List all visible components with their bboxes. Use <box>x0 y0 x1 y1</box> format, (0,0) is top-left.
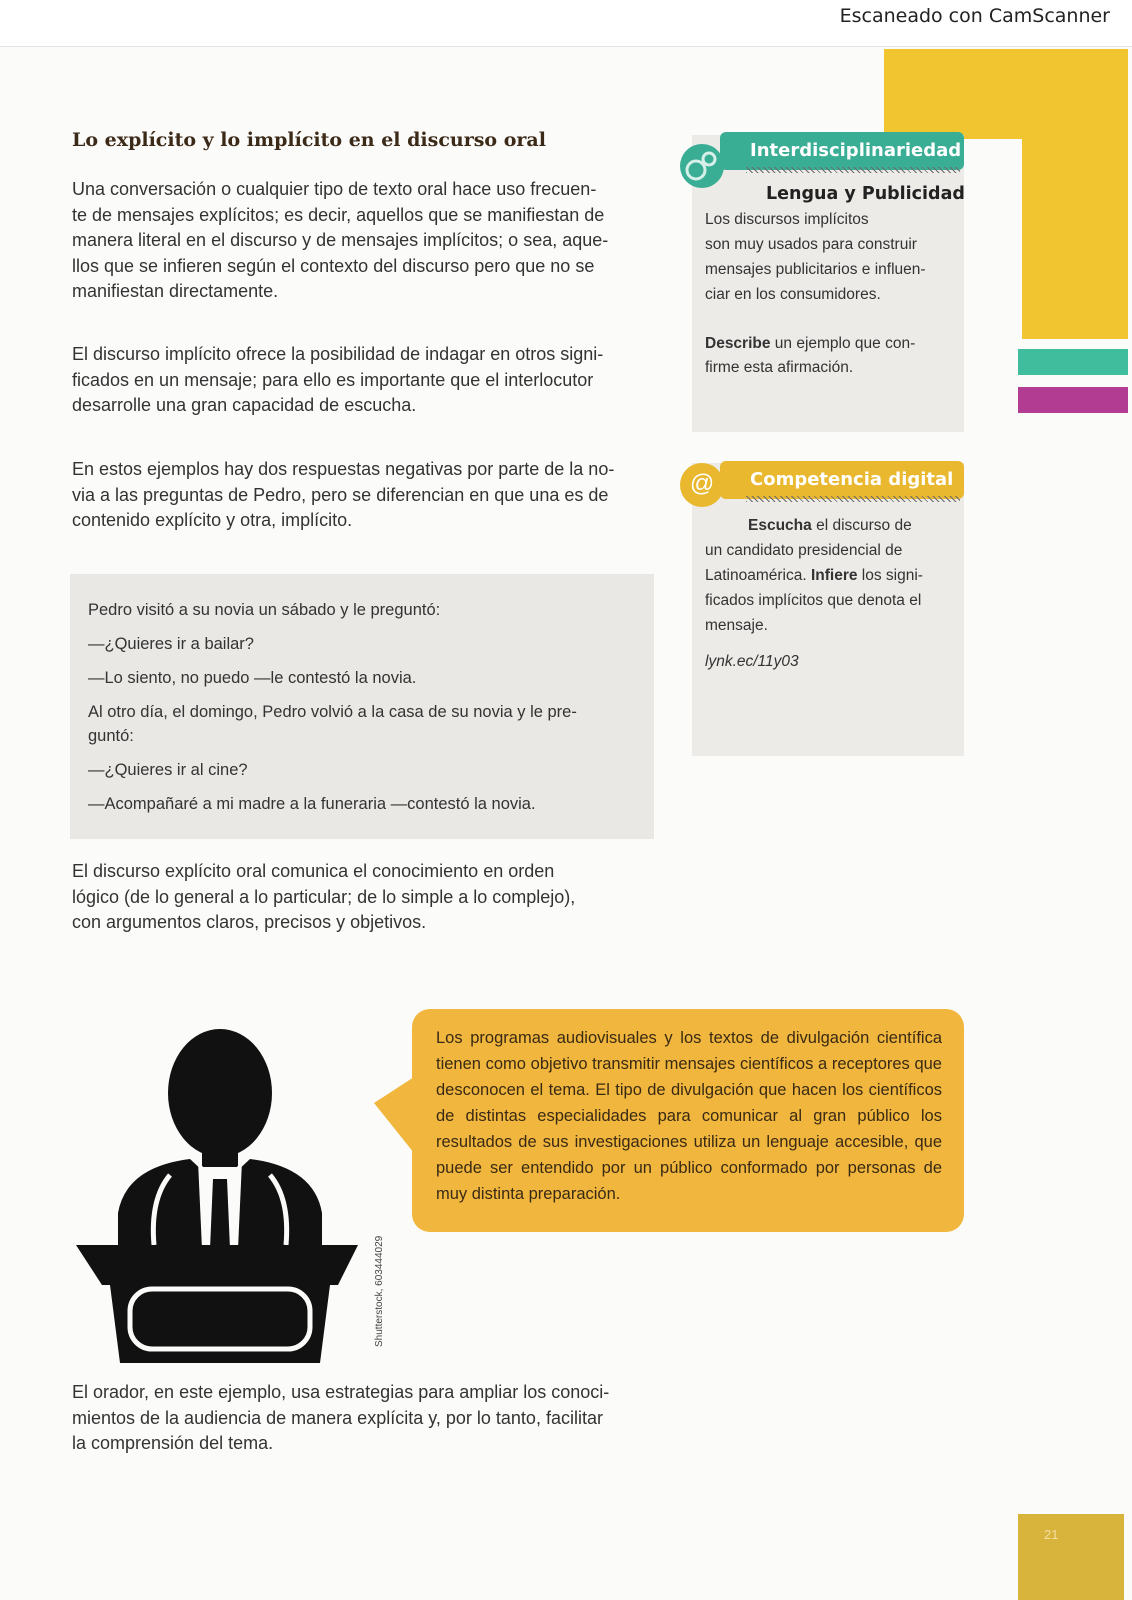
text-line: con argumentos claros, precisos y objetivos. <box>72 912 427 932</box>
dialog-line: —¿Quieres ir a bailar? <box>88 635 254 653</box>
task-verb: Infiere <box>810 567 858 584</box>
interdisciplinary-tab: Interdisciplinariedad <box>720 132 964 170</box>
page-number: 21 <box>1044 1527 1059 1542</box>
task-verb: Describe <box>705 335 771 352</box>
box-line: Los discursos implícitos <box>705 211 869 228</box>
task-text: un ejemplo que con- <box>770 335 916 352</box>
task-text: los signi- <box>857 567 923 584</box>
box-line: ficados implícitos que denota el <box>705 592 922 609</box>
speech-bubble-tail <box>374 1077 414 1153</box>
at-sign-icon: @ <box>680 463 724 507</box>
text-line: El discurso explícito oral comunica el conocimiento en orden <box>72 861 555 881</box>
text-line: El orador, en este ejemplo, usa estrategias para ampliar los conoci- <box>72 1382 610 1402</box>
decor-magenta-stripe <box>1018 387 1128 413</box>
box-title: Lengua y Publicidad <box>766 184 965 204</box>
text-line: Una conversación o cualquier tipo de texto oral hace uso frecuen- <box>72 179 597 199</box>
paragraph-5 <box>72 1380 658 1457</box>
box-task <box>705 332 915 356</box>
digital-competence-tab: Competencia digital <box>720 461 964 499</box>
text-line: desarrolle una gran capacidad de escucha. <box>72 395 417 415</box>
orator-illustration <box>70 1027 370 1363</box>
resource-link[interactable]: lynk.ec/11y03 <box>705 653 799 670</box>
text-line: via a las preguntas de Pedro, pero se diferencian en que una es de <box>72 484 609 505</box>
text-line: El discurso implícito ofrece la posibilidad de indagar en otros signi- <box>72 344 604 364</box>
text-line: te de mensajes explícitos; es decir, aquellos que se manifiestan de <box>72 204 605 225</box>
text-line: mientos de la audiencia de manera explícita y, por lo tanto, facilitar <box>72 1407 603 1428</box>
image-credit: Shutterstock, 603444029 <box>374 1235 385 1347</box>
paragraph-3 <box>72 457 658 534</box>
paragraph-4 <box>72 859 658 936</box>
text-line: manera literal en el discurso y de mensajes implícitos; o sea, aque- <box>72 230 609 250</box>
task-verb: Escucha <box>748 517 812 534</box>
box-line: un candidato presidencial de <box>705 542 903 559</box>
text-line: lógico (de lo general a lo particular; de lo simple a lo complejo), <box>72 886 576 907</box>
dialog-line: guntó: <box>88 727 134 745</box>
scanner-header <box>0 0 1132 47</box>
box-line: mensajes publicitarios e influen- <box>705 261 926 278</box>
paragraph-2 <box>72 342 658 419</box>
book-page <box>0 47 1132 1600</box>
tab-hatch <box>746 167 960 173</box>
box-line: ciar en los consumidores. <box>705 286 881 303</box>
box-line <box>748 514 912 538</box>
dialog-line: —Lo siento, no puedo —le contestó la novia. <box>88 669 417 687</box>
dialog-line: —¿Quieres ir al cine? <box>88 761 248 779</box>
text-line: En estos ejemplos hay dos respuestas negativas por parte de la no- <box>72 459 615 479</box>
task-text: el discurso de <box>811 517 912 534</box>
text-line: llos que se infieren según el contexto del discurso pero que no se <box>72 255 595 276</box>
decor-yellow-top <box>884 49 1022 139</box>
dialog-line: Pedro visitó a su novia un sábado y le preguntó: <box>88 601 441 619</box>
tab-hatch <box>746 496 960 502</box>
gears-icon <box>680 144 724 188</box>
text-line: contenido explícito y otra, implícito. <box>72 510 353 530</box>
box-line: firme esta afirmación. <box>705 359 854 376</box>
text-line: la comprensión del tema. <box>72 1433 274 1453</box>
box-line: mensaje. <box>705 617 768 634</box>
page-number-box <box>1018 1514 1124 1600</box>
text-line: ficados en un mensaje; para ello es importante que el interlocutor <box>72 369 594 390</box>
dialog-line: Al otro día, el domingo, Pedro volvió a la casa de su novia y le pre- <box>88 703 577 721</box>
dialog-example-box <box>70 574 654 839</box>
scanner-label: Escaneado con CamScanner <box>839 5 1110 27</box>
paragraph-1 <box>72 177 658 305</box>
task-text: Latinoamérica. <box>705 567 811 584</box>
decor-teal-stripe <box>1018 349 1128 375</box>
box-line <box>705 564 923 588</box>
speech-bubble-text: Los programas audiovisuales y los textos de divulgación científica tienen como objetivo transmitir mensajes científicos a receptores que desconocen el tema. El tipo de divulgación que hacen los científicos de distintas especialidades para comunicar al gran público los resultados de sus investigaciones utiliza un lenguaje accesible, que puede ser entendido por un público conformado por personas de muy distinta preparación. <box>436 1029 942 1203</box>
section-heading: Lo explícito y lo implícito en el discurso oral <box>72 129 546 151</box>
text-line: manifiestan directamente. <box>72 281 279 301</box>
box-line: son muy usados para construir <box>705 236 917 253</box>
dialog-line: —Acompañaré a mi madre a la funeraria —contestó la novia. <box>88 795 536 813</box>
decor-yellow-side <box>1022 49 1128 339</box>
